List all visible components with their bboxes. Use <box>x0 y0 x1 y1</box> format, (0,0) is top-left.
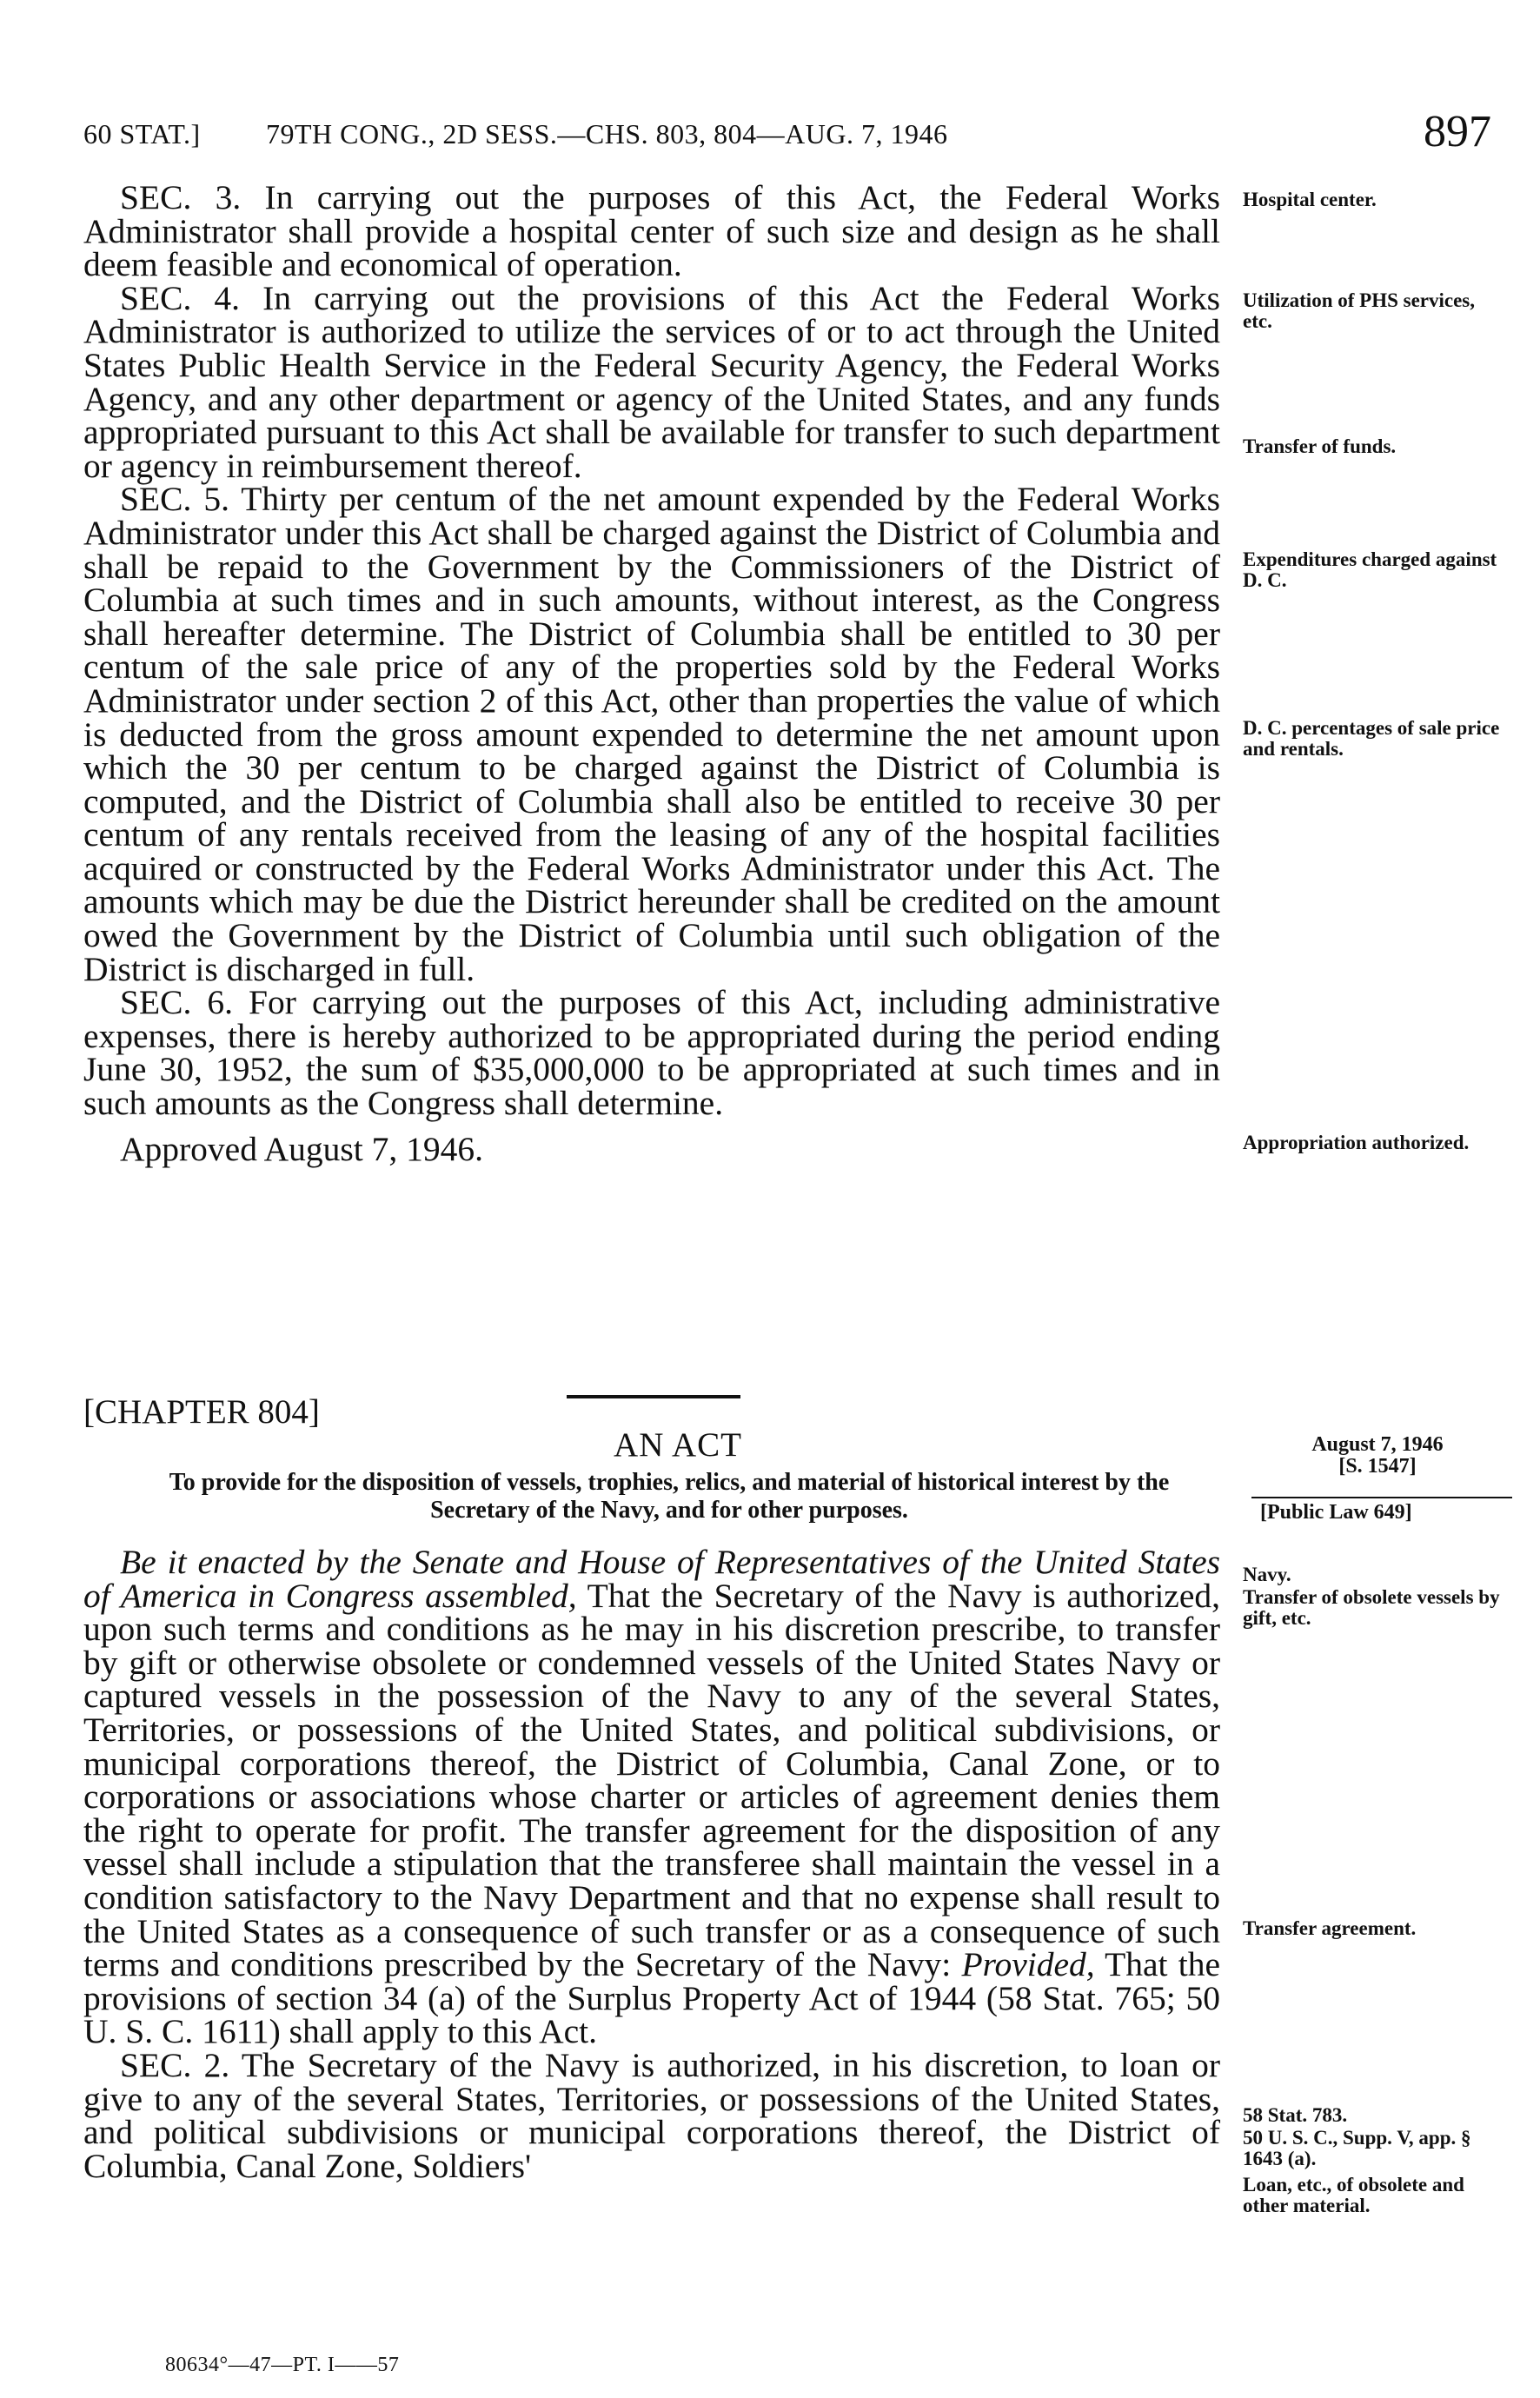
enactment-date: August 7, 1946 <box>1311 1433 1444 1456</box>
section-5-paragraph: SEC. 5. Thirty per centum of the net amount expended by the Federal Works Administrator under this Act shall be charged against the District of Columbia and shall be repaid to the Government by the Commissioners of the District of Columbia at such times and in such amounts, without interest, as the Congress shall hereafter determine. The District of Columbia shall be entitled to 30 per centum of the sale price of any of the properties sold by the Federal Works Administrator under section 2 of this Act, other than properties the value of which is deducted from the gross amount expended to determine the net amount upon which the 30 per centum to be charged against the District of Columbia is computed, and the District of Columbia shall also be entitled to receive 30 per centum of any rentals received from the leasing of any of the hospital facilities acquired or constructed by the Federal Works Administrator under this Act. The amounts which may be due the District hereunder shall be credited on the amount owed the Government by the District of Columbia until such obligation of the District is discharged in full. <box>83 480 1220 988</box>
margin-note-expenditures: Expenditures charged against D. C. <box>1243 548 1497 591</box>
section-3-paragraph: SEC. 3. In carrying out the purposes of this Act, the Federal Works Administrator shall provide a hospital center of such size and design as he shall deem feasible and economical of operation. <box>83 178 1220 284</box>
margin-note-transfer-agreement: Transfer agreement. <box>1243 1917 1417 1939</box>
chapter-804-text <box>83 1543 1220 2185</box>
enacting-clause: Be it enacted by the Senate and House of Representatives of the United States of America in Congress assembled, <box>83 1543 1220 1615</box>
public-law-number: [Public Law 649] <box>1260 1501 1412 1524</box>
approval-line: Approved August 7, 1946. <box>120 1129 484 1168</box>
volume-reference: 60 STAT.] <box>83 118 201 149</box>
margin-note-loan: Loan, etc., of obsolete and other material. <box>1243 2174 1464 2216</box>
print-signature-footer: 80634°—47—PT. I——57 <box>165 2354 400 2376</box>
date-box-rule <box>1251 1497 1512 1498</box>
chapter-label: [CHAPTER 804] <box>83 1393 320 1431</box>
separator-rule <box>567 1395 740 1398</box>
margin-note-dc-percentages: D. C. percentages of sale price and rentals. <box>1243 717 1500 760</box>
provided-word: Provided, <box>961 1945 1095 1984</box>
margin-note-utilization: Utilization of PHS services, etc. <box>1243 289 1476 332</box>
margin-note-transfer-obsolete: Transfer of obsolete vessels by gift, etc. <box>1243 1586 1500 1629</box>
margin-note-navy: Navy. <box>1243 1564 1291 1585</box>
margin-note-citation-usc: 50 U. S. C., Supp. V, app. § 1643 (a). <box>1243 2127 1471 2169</box>
chapter-803-text <box>83 178 1220 1168</box>
session-reference: 79TH CONG., 2D SESS.—CHS. 803, 804—AUG. 7, 1946 <box>266 118 948 149</box>
act-heading: AN ACT <box>614 1426 742 1464</box>
section-1-proviso: That the provisions of section 34 (a) of the Surplus Property Act of 1944 (58 Stat. 765; 50 U. S. C. 1611) shall apply to this Act. <box>83 1945 1220 2051</box>
section-1-text: That the Secretary of the Navy is authorized, upon such terms and conditions as he may in his discretion prescribe, to transfer by gift or otherwise obsolete or condemned vessels of the United States Navy or captured vessels in the possession of the Navy to any of the several States, Territories, or possessions of the United States, and political subdivisions, or municipal corporations thereof, the District of Columbia, Canal Zone, or to corporations or associations whose charter or articles of agreement denies them the right to operate for profit. The transfer agreement for the disposition of any vessel shall include a stipulation that the transferee shall maintain the vessel in a condition satisfactory to the Navy Department and that no expense shall result to the United States as a consequence of such transfer or as a consequence of such terms and conditions prescribed by the Secretary of the Navy: <box>83 1576 1220 1984</box>
bill-number: [S. 1547] <box>1338 1455 1417 1478</box>
enactment-date-box <box>1251 1434 1503 1478</box>
margin-note-appropriation: Appropriation authorized. <box>1243 1132 1470 1153</box>
section-1-paragraph <box>83 1545 1220 2049</box>
running-head <box>83 106 1491 167</box>
act-title: To provide for the disposition of vessels, trophies, relics, and material of historical interest by the Secretary of the Navy, and for other purposes. <box>169 1469 1170 1524</box>
page-number: 897 <box>1424 107 1491 156</box>
margin-note-citation-stat: 58 Stat. 783. <box>1243 2104 1348 2126</box>
margin-note-hospital-center: Hospital center. <box>1243 189 1377 210</box>
section-2-paragraph: SEC. 2. The Secretary of the Navy is authorized, in his discretion, to loan or give to any of the several States, Territories, or possessions of the United States, and political subdivisions or municipal corporations thereof, the District of Columbia, Canal Zone, Soldiers' <box>83 2045 1220 2185</box>
section-4-paragraph: SEC. 4. In carrying out the provisions of this Act the Federal Works Administrator is authorized to utilize the services of or to act through the United States Public Health Service in the Federal Security Agency, the Federal Works Agency, and any other department or agency of the United States, and any funds appropriated pursuant to this Act shall be available for transfer to such department or agency in reimbursement thereof. <box>83 278 1220 485</box>
section-6-paragraph: SEC. 6. For carrying out the purposes of this Act, including administrative expenses, there is hereby authorized to be appropriated during the period ending June 30, 1952, the sum of $35,000,000 to be appropriated at such times and in such amounts as the Congress shall determine. <box>83 983 1220 1123</box>
margin-note-transfer-funds: Transfer of funds. <box>1243 435 1397 457</box>
